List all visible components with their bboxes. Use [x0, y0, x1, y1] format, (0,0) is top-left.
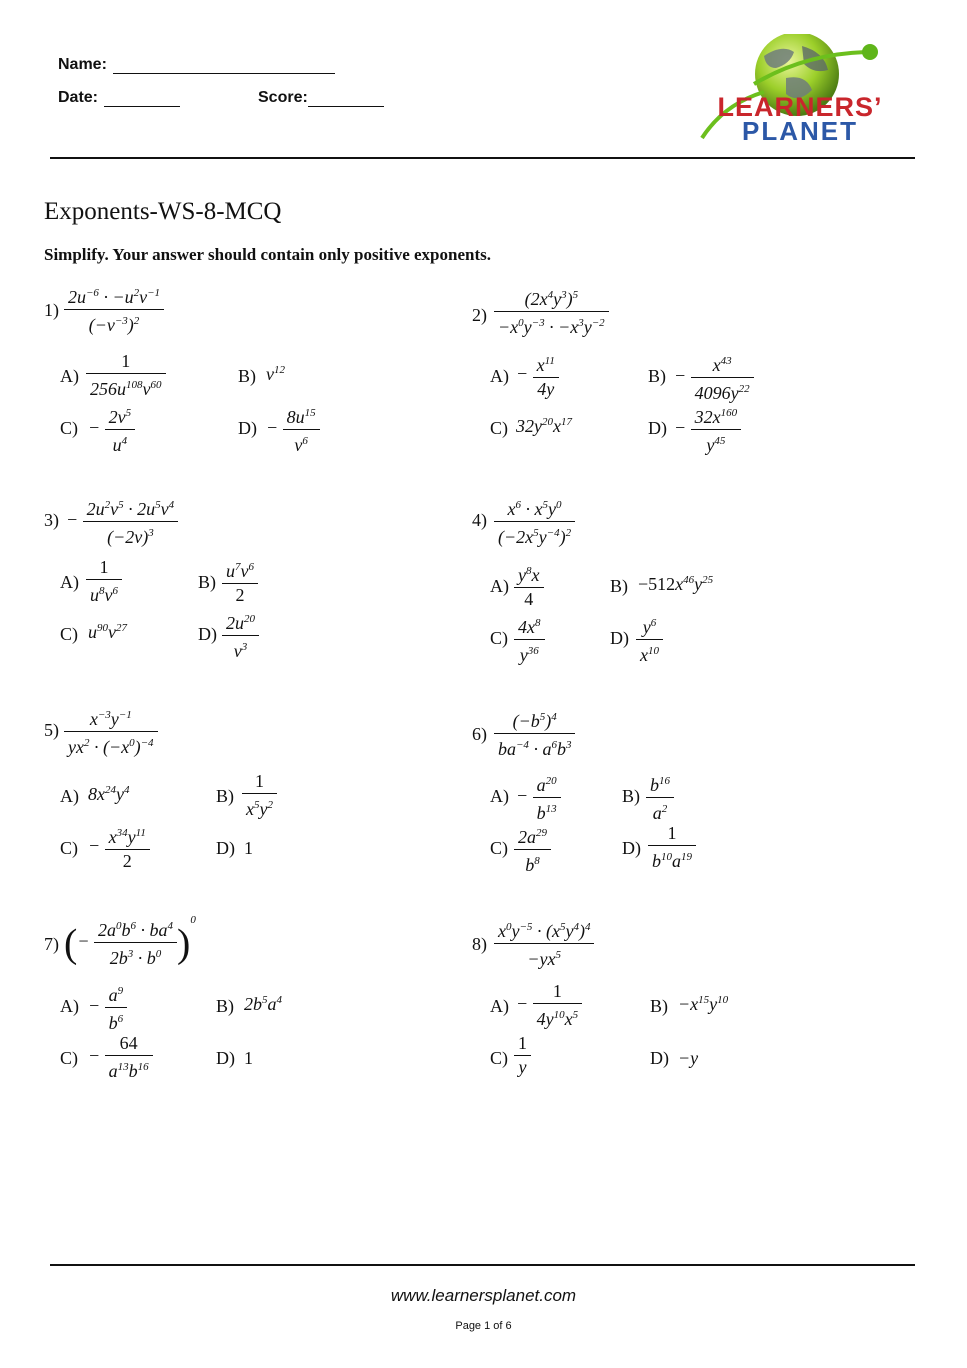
instructions: Simplify. Your answer should contain only positive exponents.: [44, 245, 491, 264]
logo-text-planet: PLANET: [742, 116, 858, 146]
option-label[interactable]: B): [238, 366, 256, 386]
problem-2-option-b[interactable]: − $\frac{x^{43}}{4096y^{22}}$: [674, 350, 754, 405]
learners-planet-logo: [694, 34, 906, 146]
option-label[interactable]: D): [216, 1048, 235, 1068]
problem-7-option-a[interactable]: − $\frac{a^9}{b^6}$: [88, 980, 127, 1035]
option-label[interactable]: A): [60, 786, 79, 806]
name-field[interactable]: [58, 56, 335, 74]
option-label[interactable]: A): [490, 996, 509, 1016]
problem-4-option-b[interactable]: $-512x^{46}y^{25}$: [638, 574, 714, 594]
problem-number: 5): [44, 720, 59, 740]
problem-8-option-a[interactable]: − $\frac{1}{4y^{10}x^5}$: [516, 980, 582, 1031]
problem-3-option-d[interactable]: $\frac{2u^{20}}{v^3}$: [222, 608, 259, 663]
option-label[interactable]: C): [490, 838, 508, 858]
option-label[interactable]: A): [60, 996, 79, 1016]
page-number: Page 1 of 6: [455, 1320, 512, 1332]
problem-number: 4): [472, 510, 487, 530]
problem-8-option-b[interactable]: $-x^{15}y^{10}$: [678, 994, 729, 1014]
problem-1-expression: $\frac{2u^{-6} \cdot -u^2v^{-1}}{(-v^{-3})^2}$: [64, 282, 164, 337]
problem-6-option-d[interactable]: $\frac{1}{b^{10}a^{19}}$: [648, 822, 696, 873]
problem-7-option-d[interactable]: 1: [244, 1048, 253, 1068]
problem-7-option-c[interactable]: − $\frac{64}{a^{13}b^{16}}$: [88, 1032, 153, 1083]
problem-6-option-a[interactable]: − $\frac{a^{20}}{b^{13}}$: [516, 770, 561, 825]
problem-number: 2): [472, 305, 487, 325]
option-label[interactable]: D): [648, 418, 667, 438]
option-label[interactable]: B): [648, 366, 666, 386]
footer-divider: [50, 1264, 915, 1266]
option-label[interactable]: D): [622, 838, 641, 858]
problem-4-expression: $\frac{x^6 \cdot x^5y^0}{(-2x^5y^{-4})^2}$: [494, 494, 575, 549]
problem-number: 6): [472, 724, 487, 744]
problem-6-expression: $\frac{(-b^5)^4}{ba^{-4} \cdot a^6b^3}$: [494, 706, 575, 761]
problem-number: 1): [44, 300, 59, 320]
option-label[interactable]: C): [490, 418, 508, 438]
option-label[interactable]: C): [60, 838, 78, 858]
problem-3-expression: − $\frac{2u^2v^5 \cdot 2u^5v^4}{(-2v)^3}$: [66, 494, 178, 549]
problem-4-option-c[interactable]: $\frac{4x^8}{y^{36}}$: [514, 612, 545, 667]
problem-2-option-c[interactable]: $32y^{20}x^{17}$: [516, 416, 572, 436]
option-label[interactable]: C): [60, 418, 78, 438]
problem-number: 3): [44, 510, 59, 530]
problem-number: 8): [472, 934, 487, 954]
option-label[interactable]: C): [490, 628, 508, 648]
problem-number: 7): [44, 934, 59, 954]
problem-7-expression: (− $\frac{2a^0b^6 \cdot ba^4}{2b^3 \cdot b^0}$ )$^0$: [64, 914, 196, 969]
problem-4-option-a[interactable]: $\frac{y^8x}{4}$: [514, 560, 544, 611]
logo-text-learners: LEARNERS’: [717, 92, 883, 122]
problem-2-expression: $\frac{(2x^4y^3)^5}{-x^0y^{-3} \cdot -x^3y^{-2}}$: [494, 284, 609, 339]
problem-1-option-c[interactable]: − $\frac{2v^5}{u^4}$: [88, 402, 135, 457]
option-label[interactable]: D): [198, 624, 217, 644]
option-label[interactable]: B): [198, 572, 216, 592]
problem-6-option-b[interactable]: $\frac{b^{16}}{a^2}$: [646, 770, 674, 825]
problem-7-option-b[interactable]: $2b^5a^4$: [244, 994, 282, 1014]
problem-1-option-b[interactable]: $v^{12}$: [266, 364, 285, 384]
problem-3-option-c[interactable]: $u^{90}v^{27}$: [88, 622, 127, 642]
problem-5-expression: $\frac{x^{-3}y^{-1}}{yx^2 \cdot (-x^0)^{-4}}$: [64, 704, 158, 759]
option-label[interactable]: D): [650, 1048, 669, 1068]
option-label[interactable]: B): [650, 996, 668, 1016]
date-label: Date:: [58, 89, 99, 106]
problem-3-option-b[interactable]: $\frac{u^7v^6}{2}$: [222, 556, 258, 607]
option-label[interactable]: D): [238, 418, 257, 438]
problem-1-option-d[interactable]: − $\frac{8u^{15}}{v^6}$: [266, 402, 320, 457]
header-divider: [50, 157, 915, 159]
problem-2-option-a[interactable]: − $\frac{x^{11}}{4y}$: [516, 350, 559, 401]
problem-5-option-a[interactable]: $8x^{24}y^4$: [88, 784, 130, 804]
option-label[interactable]: A): [490, 576, 509, 596]
problem-5-option-b[interactable]: $\frac{1}{x^5y^2}$: [242, 770, 277, 821]
score-label: Score:: [258, 89, 308, 106]
option-label[interactable]: A): [490, 366, 509, 386]
option-label[interactable]: C): [60, 1048, 78, 1068]
worksheet-title: Exponents-WS-8-MCQ: [44, 198, 282, 225]
name-label: Name:: [58, 56, 107, 73]
problem-3-option-a[interactable]: $\frac{1}{u^8v^6}$: [86, 556, 122, 607]
problem-8-option-c[interactable]: $\frac{1}{y}$: [514, 1032, 531, 1079]
score-field[interactable]: [258, 89, 384, 107]
problem-5-option-c[interactable]: − $\frac{x^{34}y^{11}}{2}$: [88, 822, 150, 873]
option-label[interactable]: A): [60, 572, 79, 592]
option-label[interactable]: B): [610, 576, 628, 596]
option-label[interactable]: D): [610, 628, 629, 648]
problem-2-option-d[interactable]: − $\frac{32x^{160}}{y^{45}}$: [674, 402, 741, 457]
option-label[interactable]: B): [216, 996, 234, 1016]
problem-1-option-a[interactable]: $\frac{1}{256u^{108}v^{60}}$: [86, 350, 166, 401]
option-label[interactable]: A): [490, 786, 509, 806]
problem-8-option-d[interactable]: −y: [678, 1048, 699, 1068]
option-label[interactable]: C): [490, 1048, 508, 1068]
problem-5-option-d[interactable]: 1: [244, 838, 253, 858]
option-label[interactable]: D): [216, 838, 235, 858]
problem-4-option-d[interactable]: $\frac{y^6}{x^{10}}$: [636, 612, 663, 667]
option-label[interactable]: C): [60, 624, 78, 644]
option-label[interactable]: B): [622, 786, 640, 806]
option-label[interactable]: B): [216, 786, 234, 806]
date-field[interactable]: [58, 89, 180, 107]
problem-6-option-c[interactable]: $\frac{2a^{29}}{b^8}$: [514, 822, 551, 877]
footer-website[interactable]: www.learnersplanet.com: [390, 1286, 577, 1305]
problem-8-expression: $\frac{x^0y^{-5} \cdot (x^5y^4)^4}{-yx^5}$: [494, 916, 594, 971]
option-label[interactable]: A): [60, 366, 79, 386]
